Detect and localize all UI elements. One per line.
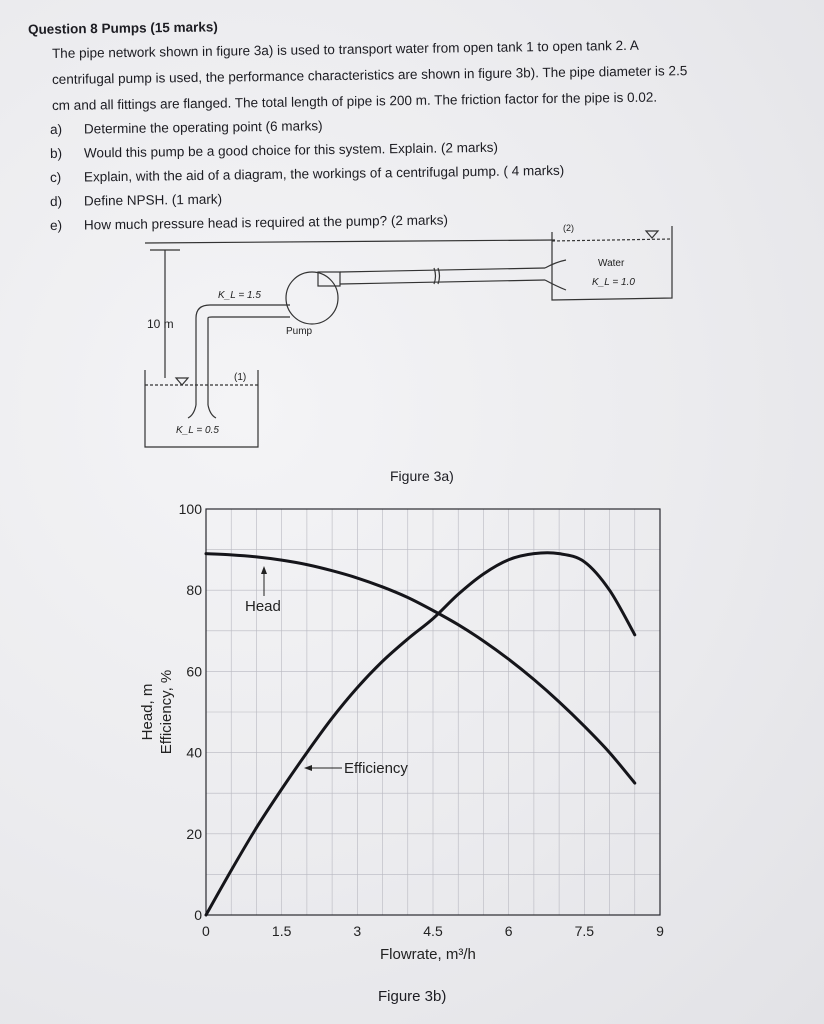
water-label: Water bbox=[598, 258, 625, 269]
exit-loss-label: K_L = 1.0 bbox=[592, 277, 635, 288]
x-tick-label: 0 bbox=[202, 923, 210, 939]
part-text: Explain, with the aid of a diagram, the workings of a centrifugal pump. ( 4 marks) bbox=[83, 162, 565, 185]
head-annotation-label: Head bbox=[245, 598, 281, 615]
part-letter: e) bbox=[49, 217, 63, 233]
elbow-loss-label: K_L = 1.5 bbox=[218, 290, 261, 301]
x-tick-label: 4.5 bbox=[423, 923, 443, 939]
efficiency-annotation-label: Efficiency bbox=[344, 760, 408, 777]
y-tick-label: 20 bbox=[186, 825, 202, 842]
x-tick-labels bbox=[202, 923, 664, 939]
intro-line-2: centrifugal pump is used, the performance characteristics are shown in figure 3b). The pipe diameter is 2.5 bbox=[51, 63, 688, 87]
question-title: Question 8 Pumps (15 marks) bbox=[27, 19, 218, 37]
efficiency-arrow-tip bbox=[304, 765, 312, 771]
part-text: Define NPSH. (1 mark) bbox=[83, 191, 223, 209]
figure-3a-caption: Figure 3a) bbox=[390, 468, 454, 484]
head-arrow-tip bbox=[261, 566, 267, 574]
point-1-label: (1) bbox=[234, 372, 247, 383]
y-tick-label: 100 bbox=[178, 501, 202, 517]
part-text: Determine the operating point (6 marks) bbox=[83, 118, 323, 137]
y-tick-label: 40 bbox=[186, 744, 202, 761]
part-letter: a) bbox=[49, 121, 63, 137]
x-tick-label: 6 bbox=[504, 923, 513, 939]
head-curve bbox=[206, 554, 635, 783]
part-letter: d) bbox=[49, 193, 63, 209]
y-axis-title-head: Head, m bbox=[139, 683, 156, 741]
part-text: How much pressure head is required at the pump? (2 marks) bbox=[83, 212, 448, 233]
part-text: Would this pump be a good choice for this system. Explain. (2 marks) bbox=[83, 139, 498, 161]
y-tick-label: 0 bbox=[194, 907, 202, 923]
figure-3b-caption: Figure 3b) bbox=[378, 988, 447, 1005]
y-tick-label: 80 bbox=[186, 582, 202, 599]
intro-line-3: cm and all fittings are flanged. The total length of pipe is 200 m. The friction factor for the pipe is 0.02. bbox=[51, 89, 658, 113]
height-label: 10 m bbox=[147, 317, 174, 331]
entrance-loss-label: K_L = 0.5 bbox=[176, 425, 219, 436]
x-tick-label: 7.5 bbox=[574, 923, 595, 939]
y-axis-title-efficiency: Efficiency, % bbox=[158, 669, 175, 755]
x-tick-label: 9 bbox=[656, 923, 664, 939]
part-letter: c) bbox=[49, 169, 62, 185]
point-2-label: (2) bbox=[563, 223, 574, 233]
y-tick-labels bbox=[179, 501, 203, 923]
x-tick-label: 1.5 bbox=[271, 923, 292, 939]
part-letter: b) bbox=[49, 145, 63, 161]
pump-label: Pump bbox=[286, 326, 313, 337]
y-tick-label: 60 bbox=[186, 663, 202, 680]
intro-line-1: The pipe network shown in figure 3a) is used to transport water from open tank 1 to open tank 2. A bbox=[51, 37, 639, 61]
x-tick-label: 3 bbox=[353, 923, 362, 939]
x-axis-title: Flowrate, m³/h bbox=[380, 946, 476, 963]
